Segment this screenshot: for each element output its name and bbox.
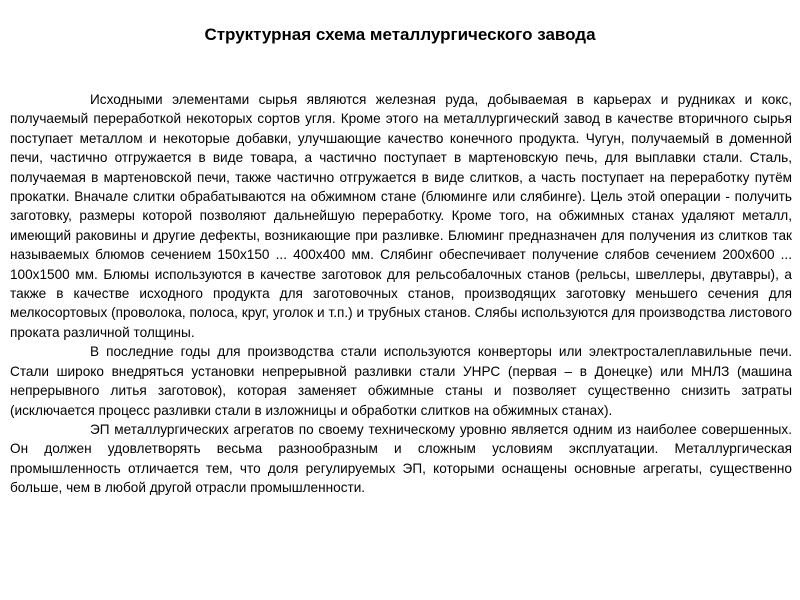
page-title: Структурная схема металлургического завода (204, 25, 596, 44)
paragraph-raw-materials: Исходными элементами сырья являются железная руда, добываемая в карьерах и рудниках и кокс, получаемый переработкой некоторых сортов угля. Кроме этого на металлургический завод в качестве вторичного сырья поступает металлом и некоторые добавки, улучшающие качество конечного продукта. Чугун, получаемый в доменной печи, частично отгружается в виде товара, а частично поступает в мартеновскую печь, для выплавки стали. Сталь, получаемая в мартеновской печи, также частично отгружается в виде слитков, а часть поступает на переработку путём прокатки. Вначале слитки обрабатываются на обжимном стане (блюминге или слябинге). Цель этой операции - получить заготовку, размеры которой позволяют дальнейшую переработку. Кроме того, на обжимных станах удаляют металл, имеющий раковины и другие дефекты, возникающие при разливке. Блюминг предназначен для получения из слитков так называемых блюмов сечением 150х150 ... 400х400 мм. Слябинг обеспечивает получение слябов сечением 200х600 ... 100х1500 мм. Блюмы используются в качестве заготовок для рельсобалочных станов (рельсы, швеллеры, двутавры), а также в качестве исходного продукта для заготовочных станов, производящих заготовку меньшего сечения для мелкосортовых (проволока, полоса, круг, уголок и т.п.) и трубных станов. Слябы используются для производства листового проката различной толщины. (10, 92, 792, 340)
paragraph-electric-drives: ЭП металлургических агрегатов по своему техническому уровню является одним из наиболее совершенных. Он должен удовлетворять весьма разнообразным и сложным условиям эксплуатации. Металлургическая промышленность отличается тем, что доля регулируемых ЭП, которыми оснащены основные агрегаты, существенно больше, чем в любой другой отрасли промышленности. (10, 421, 792, 496)
paragraph-steel-production: В последние годы для производства стали используются конверторы или электросталеплавильные печи. Стали широко внедряться установки непрерывной разливки стали УНРС (первая – в Донецке) или МНЛЗ (машина непрерывного литья заготовок), которая заменяет обжимные станы и позволяет существенно снизить затраты (исключается процесс разливки стали в изложницы и обработки слитков на обжимных станах). (10, 344, 792, 418)
document-body (10, 90, 792, 498)
